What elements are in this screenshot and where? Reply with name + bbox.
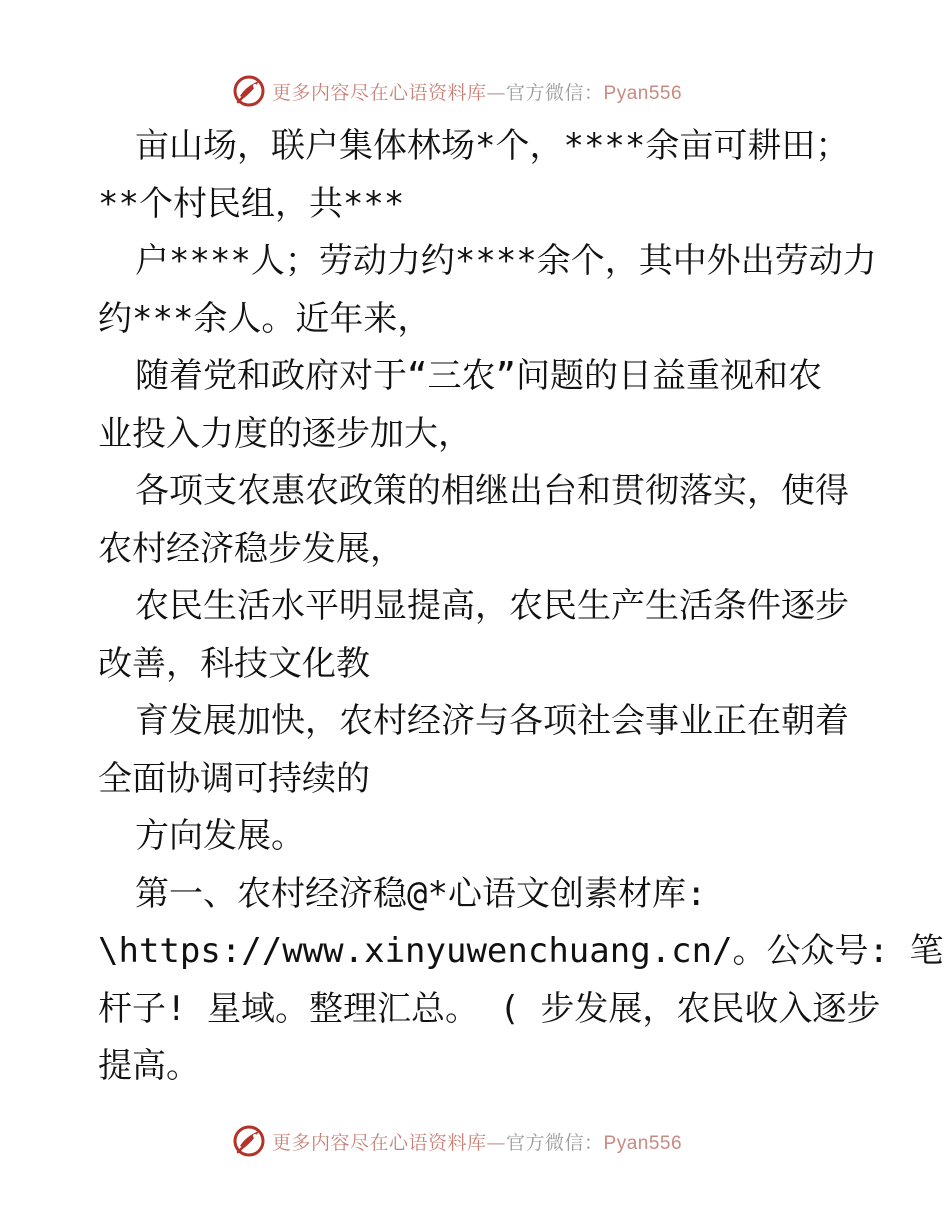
body-line: 农村经济稳步发展， <box>98 528 404 569</box>
footer-wechat-id: Pyan556 <box>603 1132 683 1154</box>
quill-logo-icon <box>232 74 266 108</box>
body-line: 改善，科技文化教 <box>98 643 370 684</box>
body-line: **个村民组，共*** <box>98 183 405 224</box>
header-separator: — <box>486 81 507 104</box>
body-line: 随着党和政府对于“三农”问题的日益重视和农 <box>135 356 822 396</box>
footer-separator: — <box>486 1131 507 1154</box>
document-body <box>98 118 944 1096</box>
body-line: 杆子! 星域。整理汇总。 ( 步发展，农民收入逐步 <box>98 988 881 1029</box>
header-site-text: 更多内容尽在心语资料库 <box>272 81 487 104</box>
header-banner <box>232 73 682 109</box>
quill-logo-icon <box>232 1124 266 1158</box>
footer-site-text: 更多内容尽在心语资料库 <box>272 1131 487 1154</box>
body-line: 业投入力度的逐步加大， <box>98 413 472 454</box>
header-wechat-id: Pyan556 <box>603 82 683 104</box>
body-line: 提高。 <box>98 1046 200 1086</box>
footer-banner-text <box>272 1128 682 1155</box>
body-line: 约***余人。近年来， <box>98 298 432 339</box>
body-line: 方向发展。 <box>135 816 305 856</box>
body-line: 育发展加快，农村经济与各项社会事业正在朝着 <box>135 701 849 741</box>
body-line: \https://www.xinyuwenchuang.cn/。公众号: 笔 <box>98 931 944 971</box>
header-wechat-label: 官方微信： <box>506 81 604 104</box>
body-line: 亩山场，联户集体林场*个，****余亩可耕田； <box>135 126 850 166</box>
body-line: 户****人；劳动力约****余个，其中外出劳动力 <box>135 241 877 281</box>
footer-banner <box>232 1123 682 1159</box>
footer-wechat-label: 官方微信： <box>506 1131 604 1154</box>
body-line: 各项支农惠农政策的相继出台和贯彻落实，使得 <box>135 471 849 511</box>
body-line: 第一、农村经济稳@*心语文创素材库: <box>135 873 707 914</box>
header-banner-text <box>272 78 682 105</box>
body-line: 农民生活水平明显提高，农民生产生活条件逐步 <box>135 586 849 626</box>
body-line: 全面协调可持续的 <box>98 758 370 799</box>
